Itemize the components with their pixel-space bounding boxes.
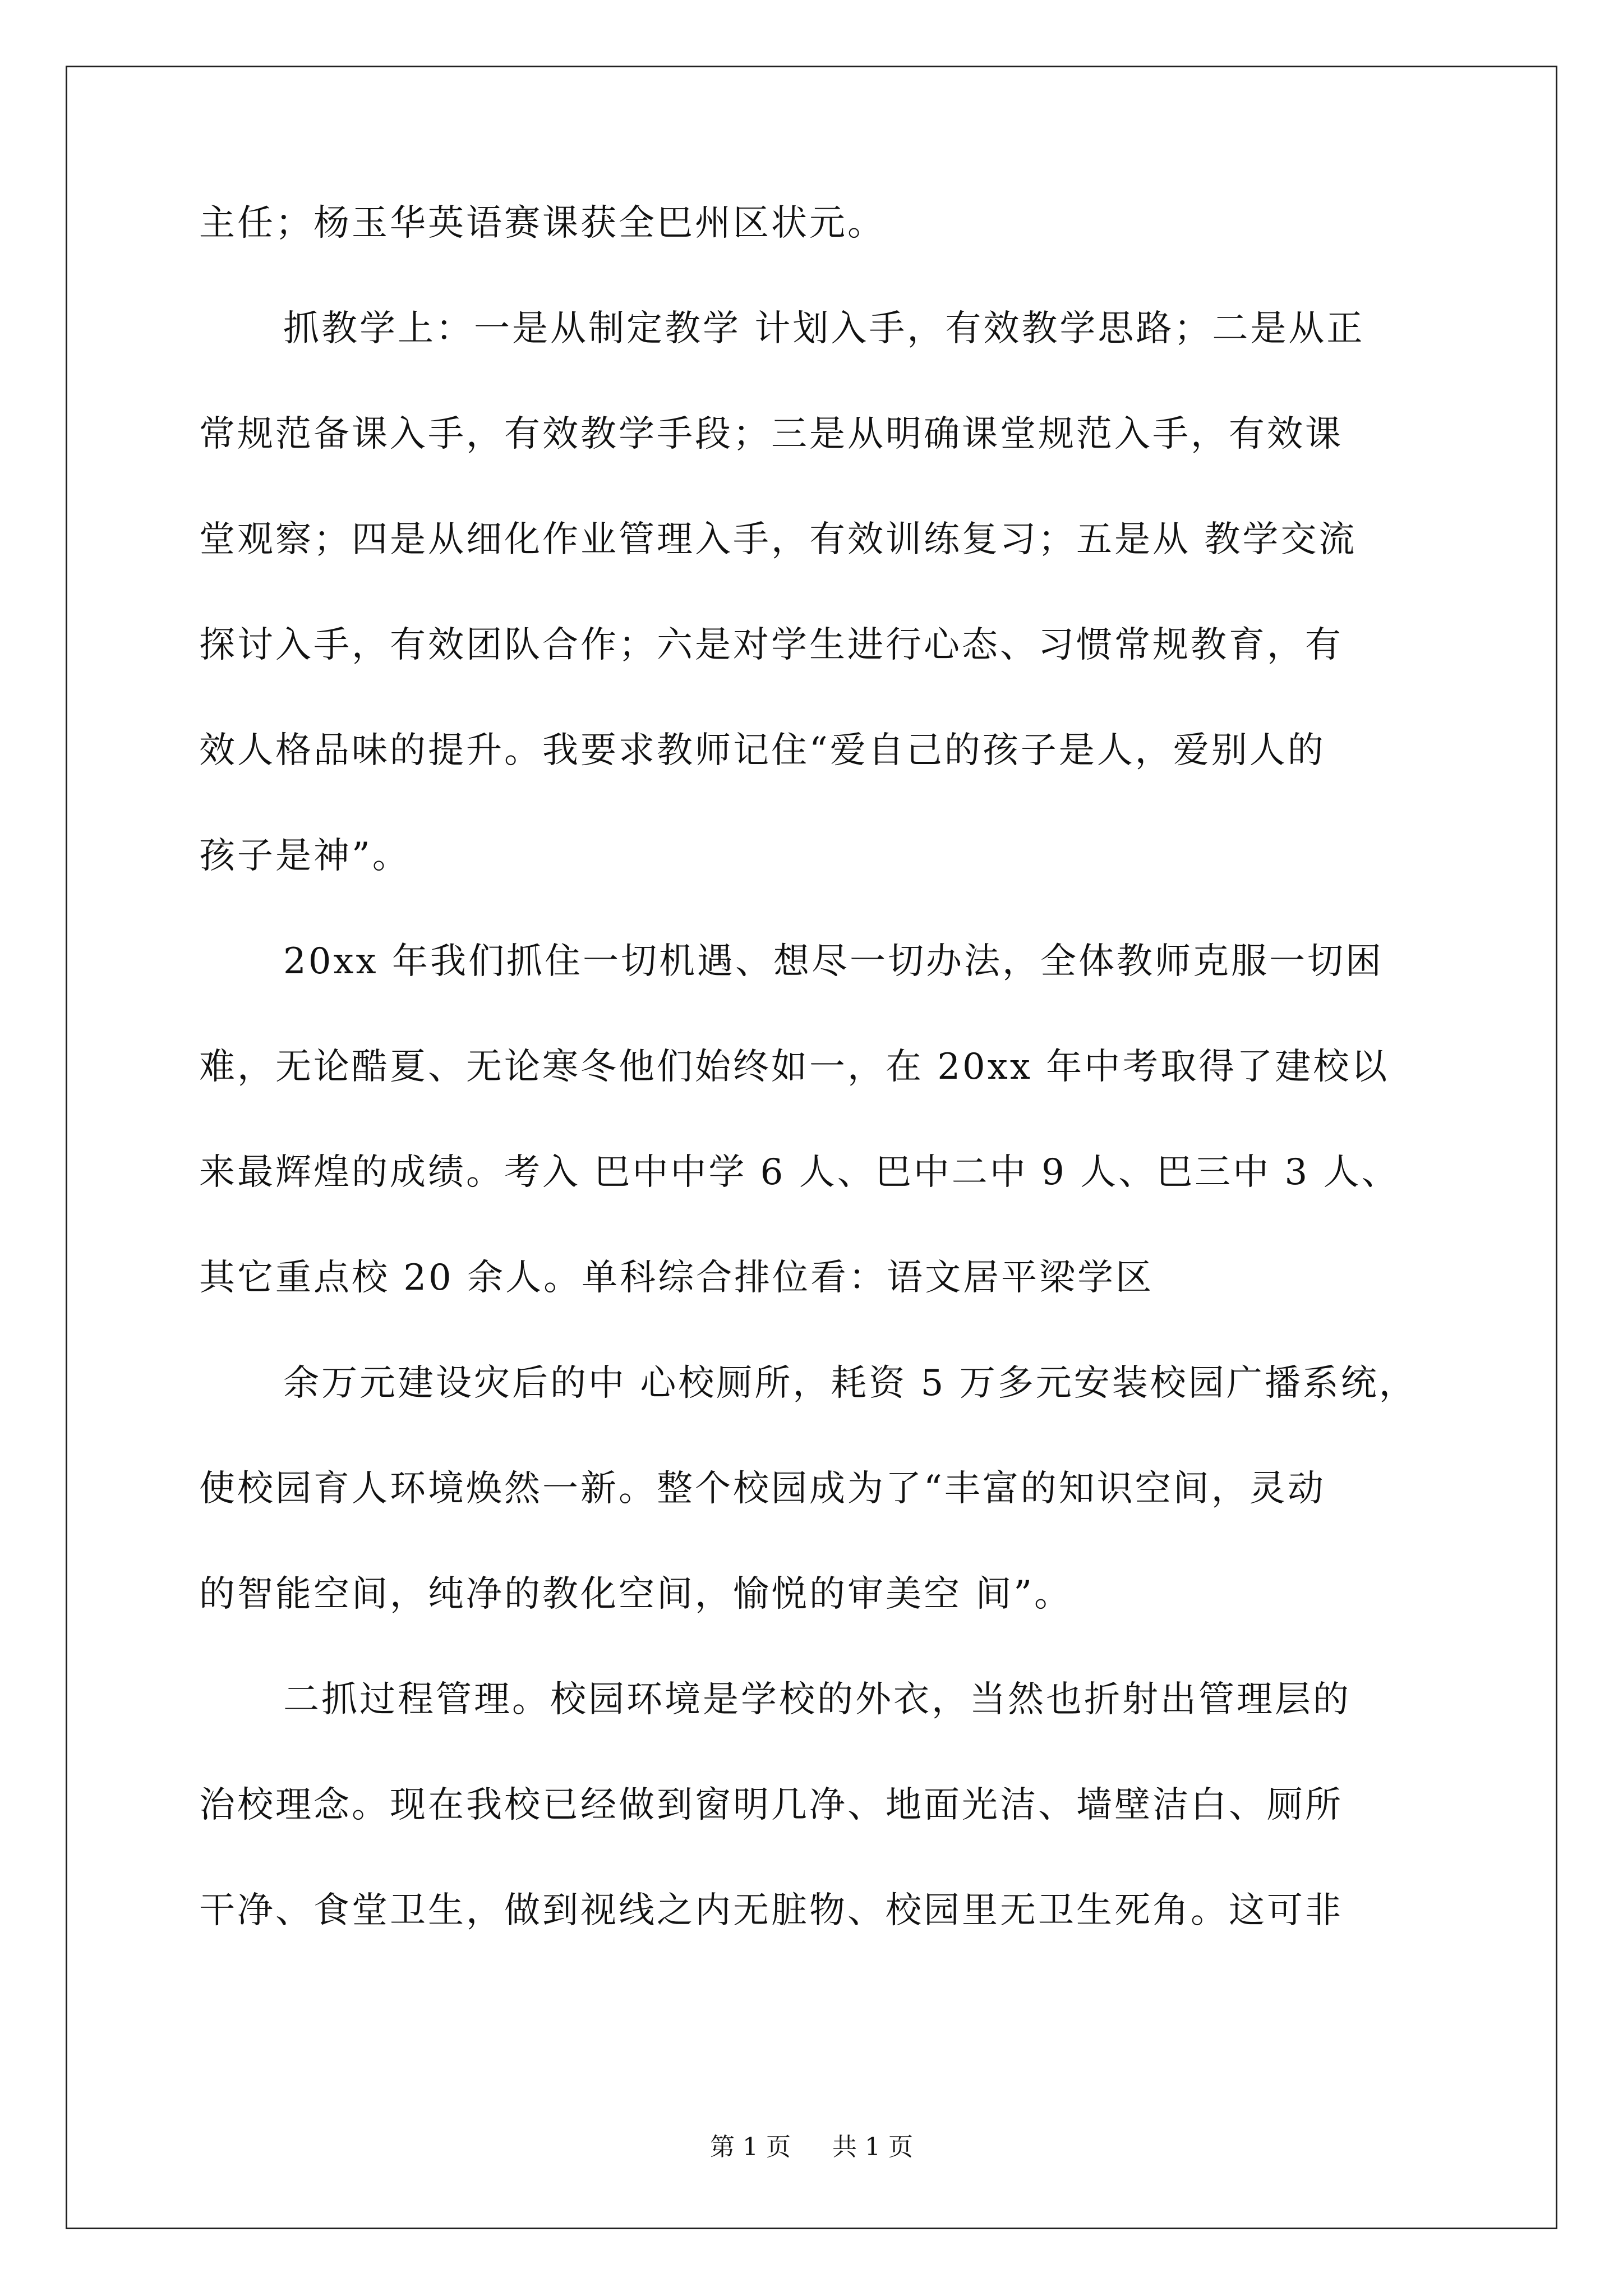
- text-line: 二抓过程管理。校园环境是学校的外衣，当然也折射出管理层的: [283, 1679, 1351, 1720]
- text-line: 来最辉煌的成绩。考入 巴中中学 6 人、巴中二中 9 人、巴三中 3 人、: [199, 1152, 1400, 1193]
- text-line: 20xx 年我们抓住一切机遇、想尽一切办法，全体教师克服一切困: [283, 941, 1384, 982]
- text-line: 效人格品味的提升。我要求教师记住“爱自己的孩子是人，爱别人的: [199, 730, 1326, 771]
- text-line: 常规范备课入手，有效教学手段；三是从明确课堂规范入手，有效课: [199, 413, 1343, 455]
- page-total: 共 1 页: [832, 2133, 913, 2161]
- text-line: 余万元建设灾后的中 心校厕所，耗资 5 万多元安装校园广播系统，: [283, 1363, 1417, 1404]
- text-line: 抓教学上：一是从制定教学 计划入手，有效教学思路；二是从正: [283, 308, 1365, 349]
- text-line: 治校理念。现在我校已经做到窗明几净、地面光洁、墙壁洁白、厕所: [199, 1784, 1343, 1826]
- text-line: 难，无论酷夏、无论寒冬他们始终如一，在 20xx 年中考取得了建校以: [199, 1046, 1390, 1088]
- text-line: 的智能空间，纯净的教化空间，愉悦的审美空 间”。: [199, 1573, 1073, 1615]
- text-line: 孩子是神”。: [199, 835, 411, 877]
- text-line: 使校园育人环境焕然一新。整个校园成为了“丰富的知识空间，灵动: [199, 1468, 1326, 1510]
- text-line: 主任；杨玉华英语赛课获全巴州区状元。: [199, 203, 886, 244]
- text-line: 探讨入手，有效团队合作；六是对学生进行心态、习惯常规教育，有: [199, 624, 1343, 666]
- page-number: 第 1 页: [710, 2133, 791, 2161]
- text-line: 堂观察；四是从细化作业管理入手，有效训练复习；五是从 教学交流: [199, 519, 1357, 560]
- page-footer: [0, 2132, 1623, 2163]
- text-line: 其它重点校 20 余人。单科综合排位看：语文居平梁学区: [199, 1257, 1154, 1299]
- text-line: 干净、食堂卫生，做到视线之内无脏物、校园里无卫生死角。这可非: [199, 1890, 1343, 1931]
